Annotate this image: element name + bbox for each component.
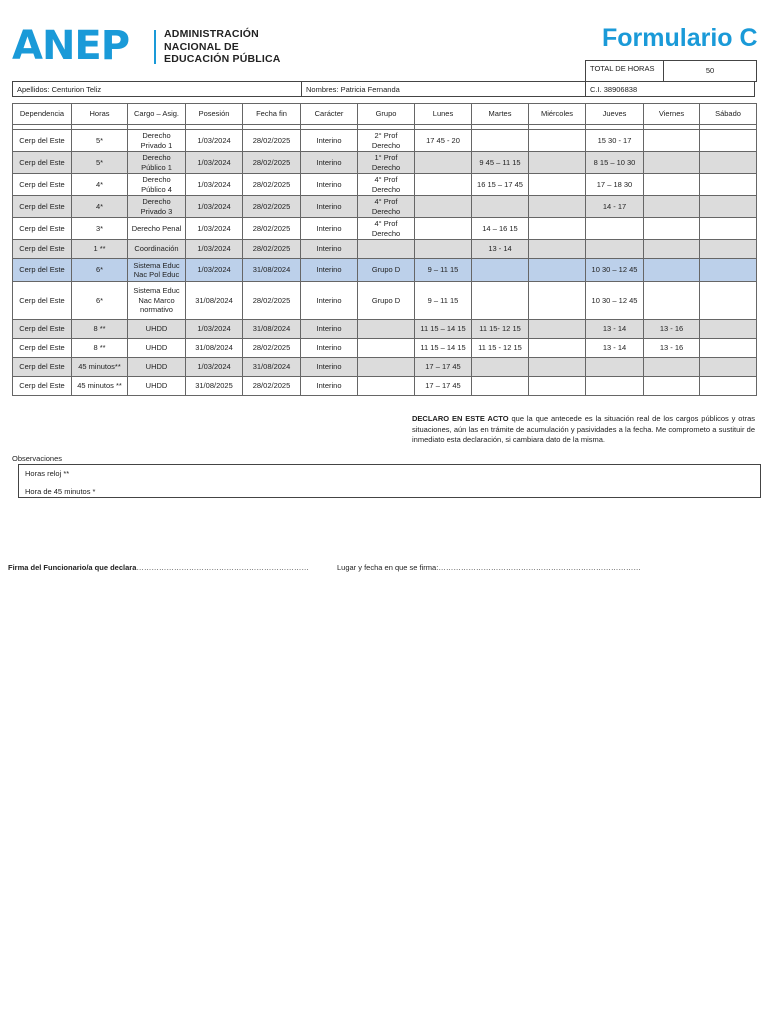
table-cell: UHDD bbox=[128, 358, 186, 377]
table-cell bbox=[700, 320, 757, 339]
table-cell: 1/03/2024 bbox=[186, 174, 243, 196]
table-cell: 10 30 – 12 45 bbox=[586, 282, 644, 320]
form-title: Formulario C bbox=[602, 24, 758, 52]
table-cell: 3* bbox=[72, 218, 128, 240]
table-cell: 11 15 - 12 15 bbox=[472, 339, 529, 358]
table-cell: 11 15 – 14 15 bbox=[415, 320, 472, 339]
table-cell: 31/08/2024 bbox=[243, 259, 301, 282]
table-cell: Cerp del Este bbox=[13, 282, 72, 320]
anep-logo-text bbox=[164, 28, 281, 66]
table-cell: Cerp del Este bbox=[13, 339, 72, 358]
place-date-line bbox=[337, 563, 641, 572]
table-cell: 1/03/2024 bbox=[186, 240, 243, 259]
table-cell: 13 - 14 bbox=[472, 240, 529, 259]
table-cell bbox=[644, 218, 700, 240]
table-cell: 1° Prof Derecho bbox=[358, 152, 415, 174]
table-cell: 28/02/2025 bbox=[243, 130, 301, 152]
table-cell bbox=[472, 259, 529, 282]
table-row bbox=[13, 377, 757, 396]
table-cell: Interino bbox=[301, 320, 358, 339]
table-cell: 17 45 - 20 bbox=[415, 130, 472, 152]
table-cell: 2° Prof Derecho bbox=[358, 130, 415, 152]
table-cell: Cerp del Este bbox=[13, 174, 72, 196]
table-cell: Coordinación bbox=[128, 240, 186, 259]
table-cell bbox=[700, 282, 757, 320]
table-cell: Cerp del Este bbox=[13, 358, 72, 377]
table-cell: 1/03/2024 bbox=[186, 152, 243, 174]
table-cell bbox=[472, 130, 529, 152]
table-cell: 5* bbox=[72, 152, 128, 174]
table-cell bbox=[700, 358, 757, 377]
table-cell: 17 – 18 30 bbox=[586, 174, 644, 196]
table-cell: Sistema Educ Nac Pol Educ bbox=[128, 259, 186, 282]
table-cell bbox=[700, 196, 757, 218]
observation-line-2: Hora de 45 minutos * bbox=[25, 487, 96, 496]
table-cell: Interino bbox=[301, 196, 358, 218]
table-cell bbox=[644, 152, 700, 174]
table-cell bbox=[415, 152, 472, 174]
table-cell: Sistema Educ Nac Marco normativo bbox=[128, 282, 186, 320]
declaration-body: que la que antecede es la situación real de los cargos públicos y otras situaciones, aún las en trámite de acumulación y pasividades a la fecha. Me comprometo a sustituir de inmediato esta declaración, si cambiara dato de la misma. bbox=[412, 414, 755, 444]
table-cell bbox=[415, 196, 472, 218]
table-cell: 28/02/2025 bbox=[243, 218, 301, 240]
table-cell: 13 - 14 bbox=[586, 320, 644, 339]
nombres-field: Nombres: Patricia Fernanda bbox=[302, 82, 586, 96]
table-cell: 14 - 17 bbox=[586, 196, 644, 218]
table-cell: 6* bbox=[72, 259, 128, 282]
table-cell bbox=[586, 358, 644, 377]
table-body bbox=[13, 125, 757, 396]
table-cell bbox=[700, 218, 757, 240]
observations-box bbox=[18, 464, 761, 498]
table-row bbox=[13, 339, 757, 358]
table-cell bbox=[529, 377, 586, 396]
table-cell: 45 minutos** bbox=[72, 358, 128, 377]
place-date-dots: ……………………………………………………………………… bbox=[438, 563, 641, 572]
table-cell bbox=[529, 339, 586, 358]
table-cell bbox=[644, 282, 700, 320]
logo-line-1: ADMINISTRACIÓN bbox=[164, 28, 259, 40]
table-cell bbox=[358, 339, 415, 358]
table-cell: 8 ** bbox=[72, 320, 128, 339]
table-cell: 9 45 – 11 15 bbox=[472, 152, 529, 174]
table-row bbox=[13, 259, 757, 282]
table-cell: Cerp del Este bbox=[13, 152, 72, 174]
table-cell: Derecho Penal bbox=[128, 218, 186, 240]
table-cell bbox=[472, 196, 529, 218]
apellidos-field: Apellidos: Centurion Teliz bbox=[13, 82, 302, 96]
table-row bbox=[13, 320, 757, 339]
table-cell: Interino bbox=[301, 152, 358, 174]
table-cell bbox=[586, 377, 644, 396]
table-cell: 28/02/2025 bbox=[243, 339, 301, 358]
table-cell: 13 - 14 bbox=[586, 339, 644, 358]
table-cell bbox=[529, 358, 586, 377]
table-row bbox=[13, 282, 757, 320]
table-row bbox=[13, 218, 757, 240]
table-cell bbox=[358, 320, 415, 339]
column-header: Carácter bbox=[301, 104, 358, 125]
table-cell bbox=[700, 174, 757, 196]
table-cell bbox=[415, 240, 472, 259]
table-cell bbox=[644, 130, 700, 152]
table-cell: 1/03/2024 bbox=[186, 259, 243, 282]
table-cell: 10 30 – 12 45 bbox=[586, 259, 644, 282]
total-hours-box bbox=[585, 60, 757, 82]
table-cell bbox=[700, 152, 757, 174]
table-cell: 6* bbox=[72, 282, 128, 320]
table-cell bbox=[529, 218, 586, 240]
table-cell: 4* bbox=[72, 196, 128, 218]
table-cell: 4° Prof Derecho bbox=[358, 218, 415, 240]
total-hours-value: 50 bbox=[705, 66, 715, 75]
table-cell: Derecho Privado 1 bbox=[128, 130, 186, 152]
table-cell: UHDD bbox=[128, 377, 186, 396]
observation-line-1: Horas reloj ** bbox=[25, 469, 70, 478]
anep-logo-word: ANEP bbox=[12, 23, 130, 69]
table-cell: Interino bbox=[301, 174, 358, 196]
table-cell: 17 – 17 45 bbox=[415, 377, 472, 396]
total-hours-label: TOTAL DE HORAS bbox=[586, 61, 664, 81]
table-cell: 45 minutos ** bbox=[72, 377, 128, 396]
table-cell: 31/08/2024 bbox=[186, 339, 243, 358]
identity-row bbox=[12, 81, 755, 97]
table-cell bbox=[529, 152, 586, 174]
table-cell bbox=[358, 240, 415, 259]
table-cell bbox=[358, 377, 415, 396]
table-cell bbox=[529, 282, 586, 320]
table-cell: Interino bbox=[301, 259, 358, 282]
table-cell: UHDD bbox=[128, 320, 186, 339]
declaration-text bbox=[412, 414, 755, 446]
table-cell: Cerp del Este bbox=[13, 218, 72, 240]
signature-label: Firma del Funcionario/a que declara bbox=[8, 563, 137, 572]
table-cell: 31/08/2024 bbox=[186, 282, 243, 320]
table-cell: 13 - 16 bbox=[644, 339, 700, 358]
table-cell: Interino bbox=[301, 282, 358, 320]
table-cell: 4° Prof Derecho bbox=[358, 196, 415, 218]
table-cell bbox=[472, 282, 529, 320]
table-cell bbox=[700, 259, 757, 282]
table-row bbox=[13, 196, 757, 218]
table-row bbox=[13, 240, 757, 259]
table-cell: Grupo D bbox=[358, 282, 415, 320]
table-cell: Interino bbox=[301, 339, 358, 358]
table-cell: Cerp del Este bbox=[13, 259, 72, 282]
column-header: Cargo – Asig. bbox=[128, 104, 186, 125]
column-header: Martes bbox=[472, 104, 529, 125]
table-cell: Interino bbox=[301, 218, 358, 240]
table-cell: 1/03/2024 bbox=[186, 130, 243, 152]
table-cell: Interino bbox=[301, 377, 358, 396]
table-cell bbox=[700, 339, 757, 358]
table-cell: Cerp del Este bbox=[13, 240, 72, 259]
table-cell: 28/02/2025 bbox=[243, 240, 301, 259]
column-header: Posesión bbox=[186, 104, 243, 125]
table-cell bbox=[700, 130, 757, 152]
table-cell: 8 ** bbox=[72, 339, 128, 358]
column-header: Dependencia bbox=[13, 104, 72, 125]
table-cell: 28/02/2025 bbox=[243, 152, 301, 174]
declaration-bold: DECLARO EN ESTE ACTO bbox=[412, 414, 509, 423]
table-cell: 9 – 11 15 bbox=[415, 282, 472, 320]
table-cell: 31/08/2025 bbox=[186, 377, 243, 396]
table-cell bbox=[529, 240, 586, 259]
table-cell: 28/02/2025 bbox=[243, 377, 301, 396]
table-row bbox=[13, 358, 757, 377]
table-cell: UHDD bbox=[128, 339, 186, 358]
column-header: Grupo bbox=[358, 104, 415, 125]
table-cell: 11 15- 12 15 bbox=[472, 320, 529, 339]
table-header-row bbox=[13, 104, 757, 125]
table-row bbox=[13, 152, 757, 174]
table-cell: 1/03/2024 bbox=[186, 218, 243, 240]
place-date-label: Lugar y fecha en que se firma: bbox=[337, 563, 439, 572]
column-header: Miércoles bbox=[529, 104, 586, 125]
table-cell bbox=[644, 377, 700, 396]
table-cell: Derecho Público 4 bbox=[128, 174, 186, 196]
table-cell: 31/08/2024 bbox=[243, 358, 301, 377]
table-cell bbox=[529, 196, 586, 218]
table-cell bbox=[586, 240, 644, 259]
table-row bbox=[13, 130, 757, 152]
table-cell bbox=[529, 130, 586, 152]
table-cell: Cerp del Este bbox=[13, 377, 72, 396]
table-cell bbox=[472, 377, 529, 396]
table-cell bbox=[644, 174, 700, 196]
table-cell: Grupo D bbox=[358, 259, 415, 282]
table-cell bbox=[529, 320, 586, 339]
table-cell bbox=[700, 377, 757, 396]
table-cell: Interino bbox=[301, 240, 358, 259]
table-row bbox=[13, 174, 757, 196]
table-cell bbox=[644, 358, 700, 377]
table-cell: 28/02/2025 bbox=[243, 196, 301, 218]
table-cell: 11 15 – 14 15 bbox=[415, 339, 472, 358]
table-cell bbox=[644, 259, 700, 282]
table-cell bbox=[700, 240, 757, 259]
table-cell: Cerp del Este bbox=[13, 130, 72, 152]
table-cell bbox=[472, 358, 529, 377]
table-cell: 1 ** bbox=[72, 240, 128, 259]
table-cell bbox=[415, 218, 472, 240]
table-cell: Interino bbox=[301, 358, 358, 377]
table-cell: 4° Prof Derecho bbox=[358, 174, 415, 196]
table-cell: 15 30 - 17 bbox=[586, 130, 644, 152]
column-header: Lunes bbox=[415, 104, 472, 125]
table-cell bbox=[358, 358, 415, 377]
table-cell: 16 15 – 17 45 bbox=[472, 174, 529, 196]
table-cell: Interino bbox=[301, 130, 358, 152]
table-cell: Derecho Público 1 bbox=[128, 152, 186, 174]
table-cell: 28/02/2025 bbox=[243, 174, 301, 196]
column-header: Horas bbox=[72, 104, 128, 125]
table-cell bbox=[529, 174, 586, 196]
table-cell: Cerp del Este bbox=[13, 196, 72, 218]
column-header: Viernes bbox=[644, 104, 700, 125]
table-cell: 14 – 16 15 bbox=[472, 218, 529, 240]
table-cell: 31/08/2024 bbox=[243, 320, 301, 339]
table-cell: Cerp del Este bbox=[13, 320, 72, 339]
table-cell bbox=[586, 218, 644, 240]
table-cell: 1/03/2024 bbox=[186, 358, 243, 377]
observations-label: Observaciones bbox=[12, 454, 63, 463]
table-cell: 9 – 11 15 bbox=[415, 259, 472, 282]
table-cell: 17 – 17 45 bbox=[415, 358, 472, 377]
table-cell bbox=[644, 240, 700, 259]
table-cell: 28/02/2025 bbox=[243, 282, 301, 320]
logo-divider bbox=[154, 30, 156, 64]
table-cell: 1/03/2024 bbox=[186, 196, 243, 218]
column-header: Jueves bbox=[586, 104, 644, 125]
column-header: Sábado bbox=[700, 104, 757, 125]
logo-line-3: EDUCACIÓN PÚBLICA bbox=[164, 53, 281, 65]
signature-line bbox=[8, 563, 309, 572]
positions-table bbox=[12, 103, 757, 396]
signature-dots: …………………………………………………………… bbox=[136, 563, 309, 572]
table-cell bbox=[529, 259, 586, 282]
table-cell: 4* bbox=[72, 174, 128, 196]
ci-field: C.I. 38906838 bbox=[590, 85, 638, 94]
table-cell: 1/03/2024 bbox=[186, 320, 243, 339]
table-cell: 13 - 16 bbox=[644, 320, 700, 339]
logo-line-2: NACIONAL DE bbox=[164, 40, 239, 53]
column-header: Fecha fin bbox=[243, 104, 301, 125]
table-cell: 8 15 – 10 30 bbox=[586, 152, 644, 174]
table-cell bbox=[415, 174, 472, 196]
table-cell bbox=[644, 196, 700, 218]
table-cell: Derecho Privado 3 bbox=[128, 196, 186, 218]
table-cell: 5* bbox=[72, 130, 128, 152]
